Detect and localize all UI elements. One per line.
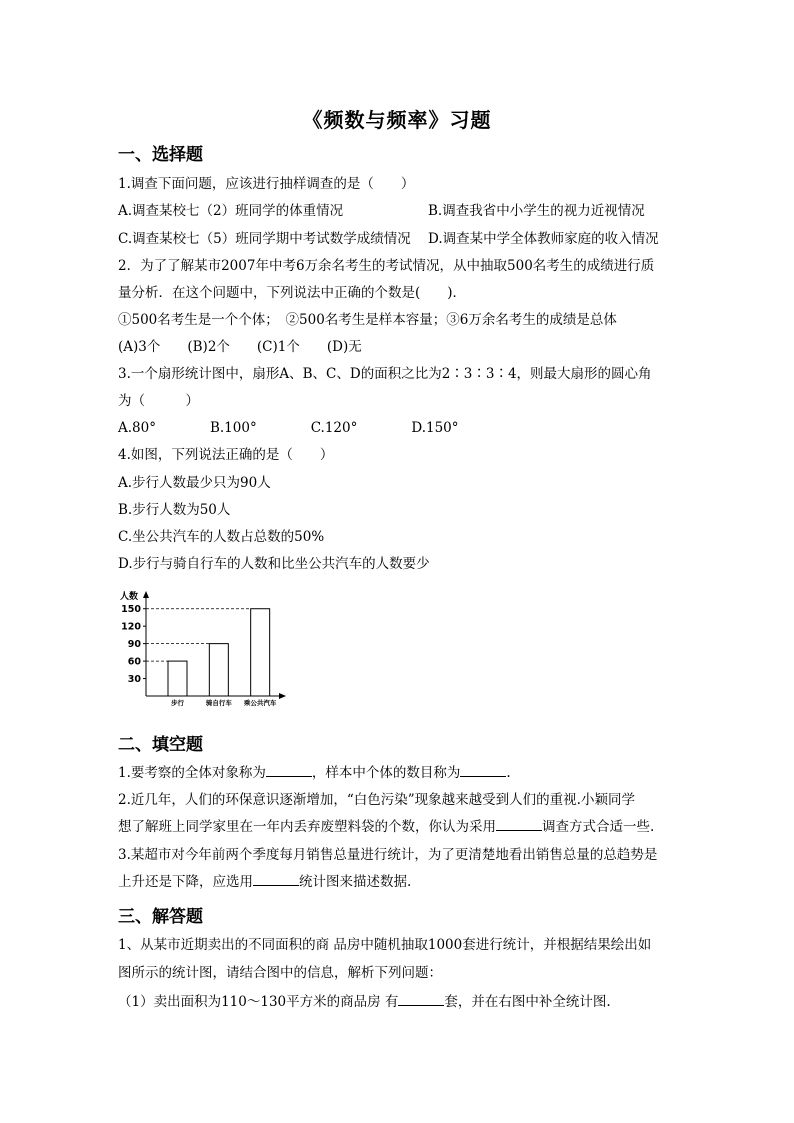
q1-option-c: C.调查某校七（5）班同学期中考试数学成绩情况 xyxy=(118,231,411,247)
fill-q2-line1: 2.近几年，人们的环保意识逐渐增加，“白色污染”现象越来越受到人们的重视.小颖同学 xyxy=(118,792,635,808)
q3-stem-line2: 为（ ） xyxy=(118,393,199,409)
section-heading-fill: 二、填空题 xyxy=(118,735,203,755)
fill-q1-part2: ，样本中个体的数目称为 xyxy=(311,765,461,781)
q2-statements: ①500名考生是一个个体； ②500名考生是样本容量；③6万余名考生的成绩是总体 xyxy=(118,312,617,328)
x-category-label: 骑自行车 xyxy=(205,699,232,707)
fill-q1-part3: . xyxy=(506,765,511,781)
answer-q1-line3b: 套，并在右图中补全统计图. xyxy=(444,994,611,1010)
y-tick-label: 30 xyxy=(127,674,141,686)
page-title: 《频数与频率》习题 xyxy=(302,108,492,132)
fill-q2-line2 xyxy=(118,818,678,836)
fill-q3-line1: 3.某超市对今年前两个季度每月销售总量进行统计，为了更清楚地看出销售总量的总趋势是 xyxy=(118,847,658,863)
q4-stem: 4.如图，下列说法正确的是（ ） xyxy=(118,447,334,463)
y-tick-label: 90 xyxy=(127,639,141,651)
x-category-label: 步行 xyxy=(171,699,184,707)
q1-option-d: D.调查某中学全体教师家庭的收入情况 xyxy=(428,231,659,247)
q4-option-a: A.步行人数最少只为90人 xyxy=(118,475,271,491)
bar xyxy=(209,644,228,696)
y-tick-label: 120 xyxy=(121,621,141,633)
q2-stem-line1: 2．为了了解某市2007年中考6万余名考生的考试情况，从中抽取500名考生的成绩进行质 xyxy=(118,258,655,274)
x-category-label: 乘公共汽车 xyxy=(243,699,277,707)
answer-blank[interactable] xyxy=(266,764,312,777)
q3-options: A.80° B.100° C.120° D.150° xyxy=(118,420,459,436)
q1-options-row1 xyxy=(118,202,678,220)
answer-q1-line2: 图所示的统计图，请结合图中的信息，解析下列问题： xyxy=(118,965,442,981)
fill-q3-line2a: 上升还是下降，应选用 xyxy=(118,874,253,890)
answer-blank[interactable] xyxy=(496,818,542,831)
section-heading-choice: 一、选择题 xyxy=(118,145,203,165)
fill-q3-line2 xyxy=(118,873,678,891)
q1-option-a: A.调查某校七（2）班同学的体重情况 xyxy=(118,203,344,219)
q1-options-row2 xyxy=(118,230,678,248)
x-axis-arrow xyxy=(279,693,286,699)
bar xyxy=(251,609,270,696)
q2-stem-line2: 量分析．在这个问题中，下列说法中正确的个数是( )． xyxy=(118,285,467,301)
section-heading-answer: 三、解答题 xyxy=(118,907,203,927)
q4-option-b: B.步行人数为50人 xyxy=(118,502,231,518)
q1-stem: 1.调查下面问题，应该进行抽样调查的是（ ） xyxy=(118,176,415,192)
fill-q2-line2a: 想了解班上同学家里在一年内丢弃废塑料袋的个数，你认为采用 xyxy=(118,819,496,835)
answer-blank[interactable] xyxy=(398,993,444,1006)
answer-q1-line3 xyxy=(118,993,678,1011)
y-axis-arrow xyxy=(143,591,149,598)
q4-option-c: C.坐公共汽车的人数占总数的50% xyxy=(118,529,325,545)
y-tick-label: 150 xyxy=(121,604,141,616)
bar-chart xyxy=(118,588,288,708)
y-tick-label: 60 xyxy=(127,656,141,668)
fill-q2-line2b: 调查方式合适一些. xyxy=(542,819,655,835)
q3-stem-line1: 3.一个扇形统计图中，扇形A、B、C、D的面积之比为2∶3∶3∶4，则最大扇形的圆心角 xyxy=(118,366,652,382)
answer-q1-line1: 1、从某市近期卖出的不同面积的商 品房中随机抽取1000套进行统计，并根据结果绘出如 xyxy=(118,937,652,953)
bar xyxy=(168,661,187,696)
answer-q1-line3a: （1）卖出面积为110～130平方米的商品房 有 xyxy=(118,994,399,1010)
fill-q1 xyxy=(118,764,678,782)
q2-options: (A)3个 (B)2个 (C)1个 (D)无 xyxy=(118,339,362,355)
answer-blank[interactable] xyxy=(253,873,299,886)
fill-q3-line2b: 统计图来描述数据. xyxy=(299,874,412,890)
q4-option-d: D.步行与骑自行车的人数和比坐公共汽车的人数要少 xyxy=(118,556,430,572)
fill-q1-part1: 1.要考察的全体对象称为 xyxy=(118,765,266,781)
y-axis-label: 人数 xyxy=(120,592,139,602)
q1-option-b: B.调查我省中小学生的视力近视情况 xyxy=(428,203,645,219)
answer-blank[interactable] xyxy=(460,764,506,777)
